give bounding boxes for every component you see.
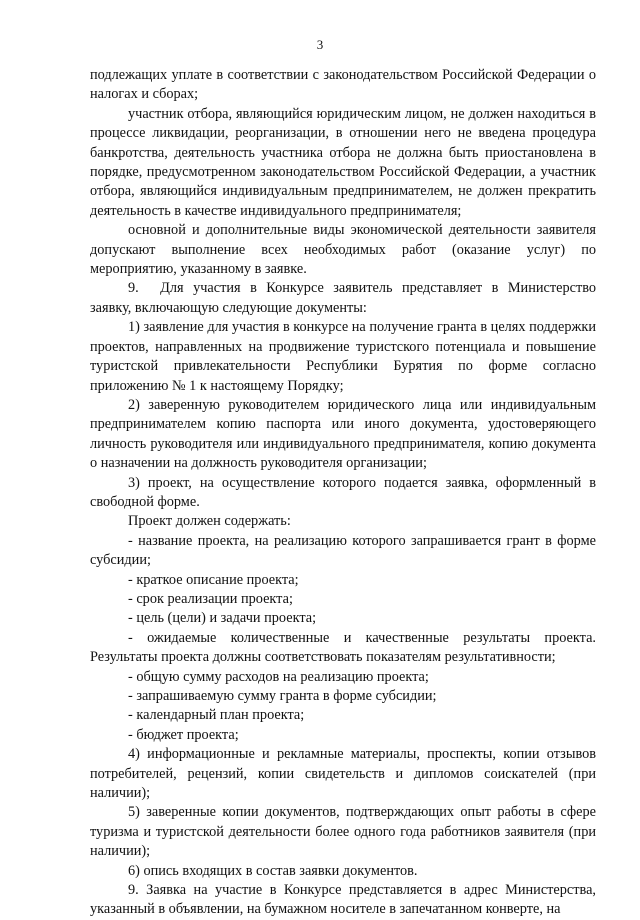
paragraph: 9. Для участия в Конкурсе заявитель представляет в Министерство заявку, включающую следующие документы:	[90, 280, 596, 316]
paragraph: 5) заверенные копии документов, подтверждающих опыт работы в сфере туризма и туристской деятельности более одного года работников заявителя (при наличии);	[90, 804, 596, 860]
page-number: 3	[316, 37, 324, 52]
paragraph: Проект должен содержать:	[128, 513, 291, 530]
paragraph: 2) заверенную руководителем юридического лица или индивидуальным предпринимателем копию паспорта или иного документа, удостоверяющего личность руководителя или индивидуального предпринимателя, копию документа о назначении на должность руководителя организации;	[90, 396, 596, 472]
paragraph: подлежащих уплате в соответствии с законодательством Российской Федерации о налогах и сборах;	[90, 67, 596, 103]
paragraph: участник отбора, являющийся юридическим лицом, не должен находиться в процессе ликвидации, реорганизации, в отношении него не введена процедура банкротства, деятельность участника отбора не должна быть приостановлена в порядке, предусмотренном законодательством Российской Федерации, а участник отбора, являющийся индивидуальным предпринимателем, не должен прекратить деятельность в качестве индивидуального предпринимателя;	[90, 105, 596, 219]
paragraph: 6) опись входящих в состав заявки документов.	[128, 862, 418, 879]
list-item: - краткое описание проекта;	[128, 571, 299, 588]
paragraph: 4) информационные и рекламные материалы, проспекты, копии отзывов потребителей, рецензий, копии свидетельств и дипломов соискателей (при наличии);	[90, 746, 596, 802]
list-item: - запрашиваемую сумму гранта в форме субсидии;	[128, 688, 437, 704]
list-item: - бюджет проекта;	[128, 726, 239, 743]
list-item: - срок реализации проекта;	[128, 590, 293, 607]
paragraph: 3) проект, на осуществление которого подается заявка, оформленный в свободной форме.	[90, 474, 596, 510]
document-body	[90, 66, 596, 920]
paragraph: 1) заявление для участия в конкурсе на получение гранта в целях поддержки проектов, направленных на продвижение туристского потенциала и повышение туристской привлекательности Республики Бурятия по форме согласно приложению № 1 к настоящему Порядку;	[90, 319, 597, 394]
list-item: - общую сумму расходов на реализацию проекта;	[128, 668, 429, 685]
paragraph: 9. Заявка на участие в Конкурсе представляется в адрес Министерства, указанный в объявлении, на бумажном носителе в запечатанном конверте, на	[90, 882, 596, 918]
list-item: - название проекта, на реализацию которого запрашивается грант в форме субсидии;	[90, 532, 596, 569]
list-item: - цель (цели) и задачи проекта;	[128, 610, 317, 627]
paragraph: основной и дополнительные виды экономической деятельности заявителя допускают выполнение всех необходимых работ (оказание услуг) по мероприятию, указанному в заявке.	[90, 222, 596, 278]
list-item: - ожидаемые количественные и качественные результаты проекта. Результаты проекта должны соответствовать показателям результативности;	[90, 629, 596, 666]
list-item: - календарный план проекта;	[128, 707, 305, 724]
